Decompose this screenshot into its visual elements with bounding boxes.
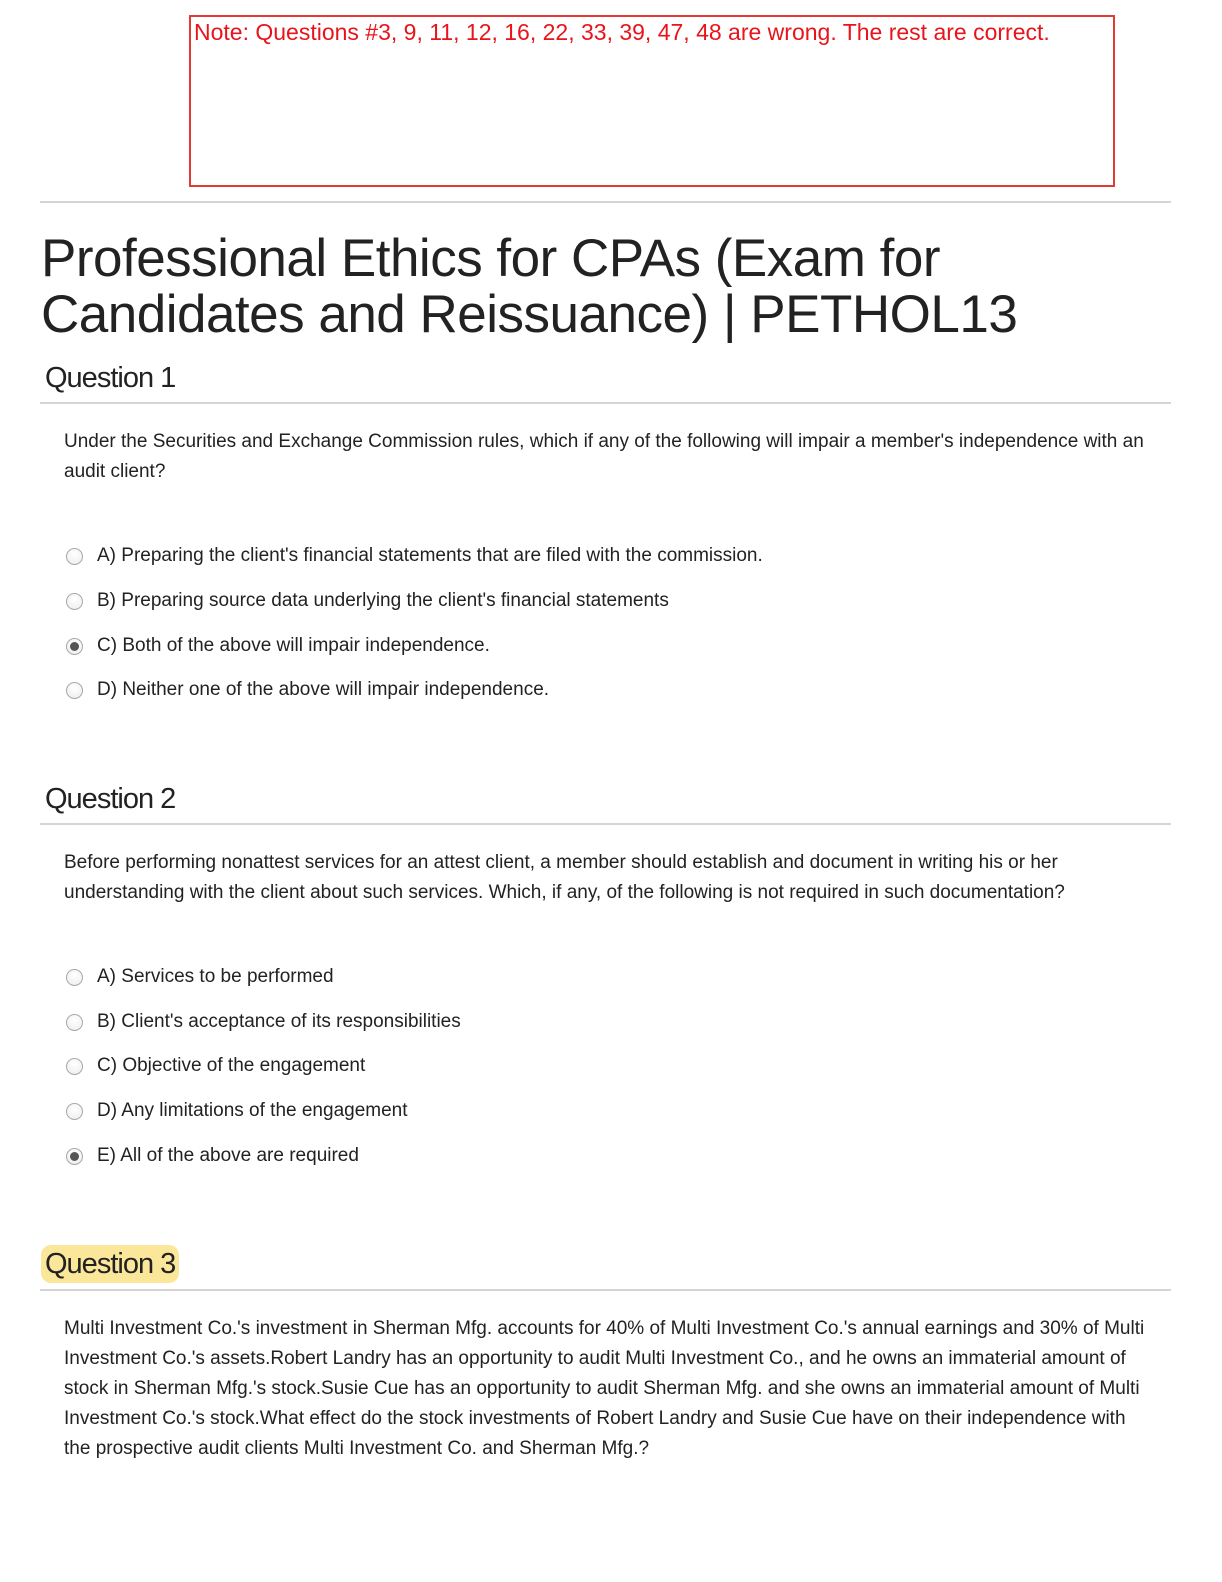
question-1-option-d[interactable] <box>66 676 549 704</box>
page-title: Professional Ethics for CPAs (Exam for Candidates and Reissuance) | PETHOL13 <box>41 229 1018 344</box>
question-1-heading: Question 1 <box>45 362 176 394</box>
option-label: B) Preparing source data underlying the client's financial statements <box>97 590 669 611</box>
option-label: C) Both of the above will impair independence. <box>97 635 490 656</box>
option-label: D) Any limitations of the engagement <box>97 1100 408 1121</box>
question-3-heading: Question 3 <box>41 1245 179 1283</box>
note-box <box>189 15 1115 187</box>
question-2-option-b[interactable] <box>66 1008 461 1036</box>
divider <box>40 402 1171 404</box>
question-2-option-e[interactable] <box>66 1142 359 1170</box>
radio-button-selected[interactable] <box>66 1148 83 1165</box>
question-1-option-c[interactable] <box>66 632 490 660</box>
question-2-option-d[interactable] <box>66 1097 408 1125</box>
question-2-heading: Question 2 <box>45 783 176 815</box>
radio-button-selected[interactable] <box>66 638 83 655</box>
radio-button[interactable] <box>66 1014 83 1031</box>
note-text: Note: Questions #3, 9, 11, 12, 16, 22, 33, 39, 47, 48 are wrong. The rest are correct. <box>194 19 1050 45</box>
question-1-option-a[interactable] <box>66 542 763 570</box>
question-2-option-a[interactable] <box>66 963 334 991</box>
divider <box>40 1289 1171 1291</box>
radio-button[interactable] <box>66 593 83 610</box>
radio-button[interactable] <box>66 969 83 986</box>
option-label: A) Preparing the client's financial statements that are filed with the commission. <box>97 545 763 566</box>
question-1-text: Under the Securities and Exchange Commission rules, which if any of the following will impair a member's independence with an audit client? <box>64 431 1144 482</box>
option-label: D) Neither one of the above will impair independence. <box>97 679 550 700</box>
radio-button[interactable] <box>66 1103 83 1120</box>
divider <box>40 201 1171 203</box>
option-label: A) Services to be performed <box>97 966 334 987</box>
question-2-option-c[interactable] <box>66 1052 365 1080</box>
option-label: B) Client's acceptance of its responsibilities <box>97 1011 461 1032</box>
divider <box>40 823 1171 825</box>
question-3-text: Multi Investment Co.'s investment in Sherman Mfg. accounts for 40% of Multi Investment Co.'s annual earnings and 30% of Multi Investment Co.'s assets.Robert Landry has an opportunity to audit Multi Investment Co., and he owns an immaterial amount of stock in Sherman Mfg.'s stock.Susie Cue has an opportunity to audit Sherman Mfg. and she owns an immaterial amount of Multi Investment Co.'s stock.What effect do the stock investments of Robert Landry and Susie Cue have on their independence with the prospective audit clients Multi Investment Co. and Sherman Mfg.? <box>64 1318 1145 1459</box>
question-1-option-b[interactable] <box>66 587 669 615</box>
radio-button[interactable] <box>66 682 83 699</box>
radio-button[interactable] <box>66 548 83 565</box>
question-2-text: Before performing nonattest services for an attest client, a member should establish and document in writing his or her understanding with the client about such services. Which, if any, of the following is not required in such documentation? <box>64 852 1065 903</box>
option-label: C) Objective of the engagement <box>97 1055 366 1076</box>
option-label: E) All of the above are required <box>97 1145 359 1166</box>
radio-button[interactable] <box>66 1058 83 1075</box>
